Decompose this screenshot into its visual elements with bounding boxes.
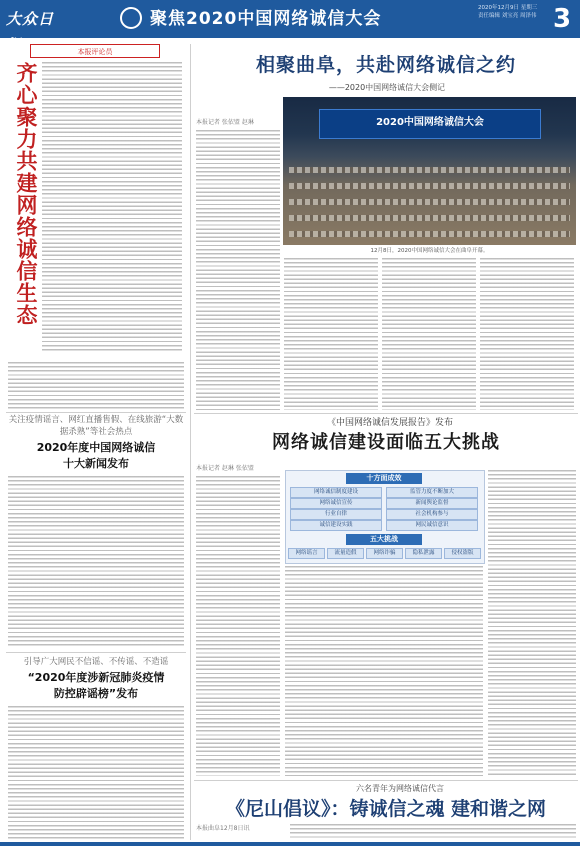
- lead-text-col3: [382, 258, 476, 410]
- lead-headline: 相聚曲阜，共赴网络诚信之约: [255, 54, 516, 76]
- diagram-item: 诚信建设实践: [290, 520, 382, 531]
- issue-editor: 责任编辑 刘宝亮 周泽伟: [478, 13, 537, 19]
- commentary-title: 齐心聚力共建网络诚信生态: [14, 62, 38, 326]
- lead-text-col2: [284, 258, 378, 410]
- news2-title-1: “2020年度涉新冠肺炎疫情: [27, 671, 165, 684]
- news2-text: [8, 706, 184, 840]
- section-banner: 聚焦2020中国网络诚信大会: [150, 9, 382, 29]
- seat-row: [289, 199, 570, 205]
- diagram-challenge: 隐私泄露: [405, 548, 442, 559]
- diagram-bottom-header: 五大挑战: [346, 534, 422, 545]
- emblem-icon: [120, 7, 142, 29]
- column-rule: [190, 44, 191, 840]
- conference-photo: [283, 97, 576, 245]
- diagram-item: 网民诚信意识: [386, 520, 478, 531]
- report-headline: 网络诚信建设面临五大挑战: [272, 432, 500, 453]
- seat-row: [289, 167, 570, 173]
- newspaper-logo: 大众日报: [6, 10, 55, 54]
- stage-screen: [319, 109, 541, 139]
- seat-row: [289, 183, 570, 189]
- divider: [194, 780, 578, 781]
- issue-meta: [478, 4, 540, 20]
- commentary-text-bottom: [8, 362, 184, 410]
- report-kicker: 《中国网络诚信发展报告》发布: [326, 418, 453, 428]
- issue-date: 2020年12月9日 星期三: [478, 5, 538, 11]
- diagram-item: 网络诚信制度建设: [290, 487, 382, 498]
- diagram-item: 监管力度不断加大: [386, 487, 478, 498]
- diagram-top-header: 十方面成效: [346, 473, 422, 484]
- diagram-item: 网络诚信宣传: [290, 498, 382, 509]
- lead-subheadline: ——2020中国网络诚信大会侧记: [328, 83, 446, 92]
- report-diagram: [285, 470, 485, 564]
- divider: [194, 413, 578, 414]
- report-text-col3: [488, 470, 576, 776]
- news1-text: [8, 476, 184, 648]
- report-text-col1: [196, 476, 280, 776]
- news1-title-2: 十大新闻发布: [63, 457, 129, 470]
- initiative-headline: 《尼山倡议》：铸诚信之魂 建和谐之网: [225, 798, 547, 820]
- diagram-challenge: 网络谣言: [288, 548, 325, 559]
- photo-caption: 12月8日，2020中国网络诚信大会在曲阜开幕。: [370, 248, 489, 254]
- lead-text-col1: [196, 130, 280, 410]
- initiative-text: [290, 824, 576, 840]
- news1-title-1: 2020年度中国网络诚信: [36, 441, 156, 454]
- editor-tag: 本报评论员: [30, 44, 160, 58]
- divider: [6, 412, 186, 413]
- commentary-text: [42, 62, 182, 352]
- diagram-challenge: 流量造假: [327, 548, 364, 559]
- report-byline: 本报记者 赵琳 张依盟: [196, 465, 254, 472]
- lead-text-col4: [480, 258, 574, 410]
- report-text-col2: [285, 566, 483, 776]
- diagram-challenge: 侵权盗版: [444, 548, 481, 559]
- diagram-item: 行业自律: [290, 509, 382, 520]
- news1-kicker: 关注疫情谣言、网红直播售假、在线旅游“大数据杀熟”等社会热点: [8, 415, 184, 437]
- initiative-kicker: 六名青年为网络诚信代言: [356, 784, 444, 793]
- diagram-challenge: 网络诈骗: [366, 548, 403, 559]
- news2-kicker: 引导广大网民不信谣、不传谣、不造谣: [23, 657, 169, 667]
- initiative-byline: 本报曲阜12月8日讯: [196, 825, 250, 832]
- divider: [6, 652, 186, 653]
- stage-screen-text: 2020中国网络诚信大会: [376, 117, 484, 128]
- page-footer-rule: [0, 842, 580, 846]
- seat-row: [289, 231, 570, 237]
- seat-row: [289, 215, 570, 221]
- diagram-item: 社会机构参与: [386, 509, 478, 520]
- news2-title-2: 防控辟谣榜”发布: [53, 687, 139, 700]
- page-number: 3: [552, 4, 572, 34]
- diagram-item: 新闻舆论监督: [386, 498, 478, 509]
- lead-byline: 本报记者 张依盟 赵琳: [196, 119, 254, 126]
